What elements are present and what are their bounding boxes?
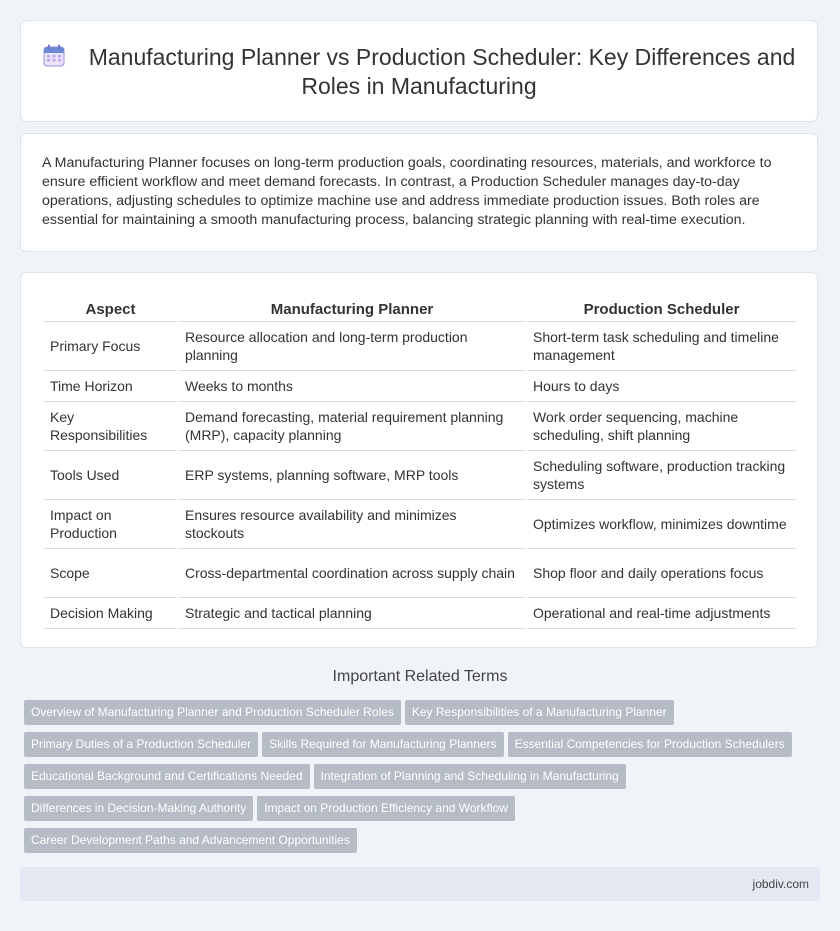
table-cell-planner: Weeks to months [179,371,525,402]
page-title [21,43,817,101]
related-term-tag[interactable]: Overview of Manufacturing Planner and Production Scheduler Roles [24,700,401,725]
related-term-tag[interactable]: Key Responsibilities of a Manufacturing Planner [405,700,674,725]
column-header-manufacturing-planner: Manufacturing Planner [179,294,525,322]
footer-site-link[interactable]: jobdiv.com [752,877,809,891]
table-cell-scheduler: Scheduling software, production tracking systems [527,451,796,500]
table-cell-planner: Strategic and tactical planning [179,598,525,629]
related-term-tag[interactable]: Integration of Planning and Scheduling in Manufacturing [314,764,626,789]
table-cell-planner: ERP systems, planning software, MRP tools [179,451,525,500]
table-cell-aspect: Key Responsibilities [44,402,177,451]
table-cell-scheduler: Shop floor and daily operations focus [527,549,796,598]
table-cell-aspect: Decision Making [44,598,177,629]
related-terms-heading: Important Related Terms [332,668,508,685]
comparison-table [42,294,798,629]
table-cell-planner: Demand forecasting, material requirement planning (MRP), capacity planning [179,402,525,451]
related-term-tag[interactable]: Skills Required for Manufacturing Planners [262,732,503,757]
related-terms-list [24,700,824,860]
table-row [44,549,796,598]
table-row [44,598,796,629]
table-cell-planner: Resource allocation and long-term production planning [179,322,525,371]
comparison-card [20,272,818,648]
table-cell-planner: Cross-departmental coordination across supply chain [179,549,525,598]
related-term-tag[interactable]: Educational Background and Certifications Needed [24,764,310,789]
table-cell-aspect: Time Horizon [44,371,177,402]
table-row [44,402,796,451]
footer [20,867,820,901]
column-header-aspect: Aspect [44,294,177,322]
table-cell-aspect: Primary Focus [44,322,177,371]
table-cell-scheduler: Optimizes workflow, minimizes downtime [527,500,796,549]
table-cell-scheduler: Operational and real-time adjustments [527,598,796,629]
table-cell-aspect: Scope [44,549,177,598]
calendar-icon [43,44,65,68]
table-cell-scheduler: Short-term task scheduling and timeline management [527,322,796,371]
table-row [44,451,796,500]
table-cell-scheduler: Work order sequencing, machine scheduling, shift planning [527,402,796,451]
header-card [20,20,818,122]
related-term-tag[interactable]: Career Development Paths and Advancement Opportunities [24,828,357,853]
related-term-tag[interactable]: Essential Competencies for Production Schedulers [508,732,792,757]
intro-card [20,133,818,252]
table-row [44,322,796,371]
intro-paragraph: A Manufacturing Planner focuses on long-term production goals, coordinating resources, materials, and workforce to ensure efficient workflow and meet demand forecasts. In contrast, a Production Scheduler manages day-to-day operations, adjusting schedules to optimize machine use and address immediate production issues. Both roles are essential for maintaining a smooth manufacturing process, balancing strategic planning with real-time execution. [42,155,772,228]
table-cell-aspect: Impact on Production [44,500,177,549]
related-term-tag[interactable]: Impact on Production Efficiency and Workflow [257,796,515,821]
related-term-tag[interactable]: Differences in Decision-Making Authority [24,796,253,821]
related-term-tag[interactable]: Primary Duties of a Production Scheduler [24,732,258,757]
title-text: Manufacturing Planner vs Production Scheduler: Key Differences and Roles in Manufacturing [88,44,796,99]
column-header-production-scheduler: Production Scheduler [527,294,796,322]
table-cell-aspect: Tools Used [44,451,177,500]
table-header-row [44,294,796,322]
table-row [44,371,796,402]
table-cell-scheduler: Hours to days [527,371,796,402]
table-cell-planner: Ensures resource availability and minimizes stockouts [179,500,525,549]
table-row [44,500,796,549]
